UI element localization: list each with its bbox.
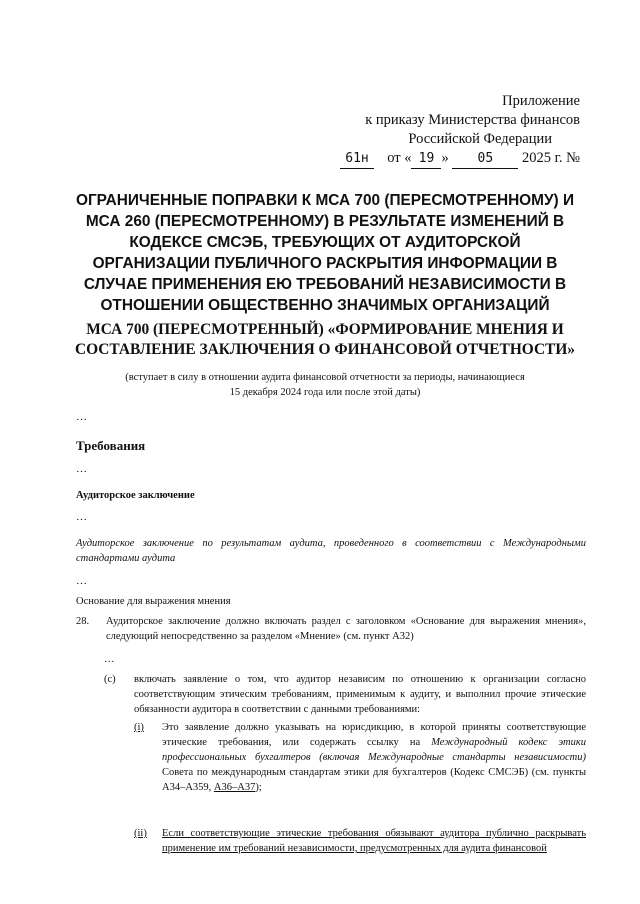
effective-date-note [100, 370, 550, 400]
subitem-i-text-b: Совета по международным стандартам этики для бухгалтеров (Кодекс СМСЭБ) (см. пункты А34–А359, [162, 767, 586, 793]
section-auditor-report: Аудиторское заключение [76, 490, 195, 501]
appendix-date-line [340, 149, 580, 169]
paragraph-28-text: Аудиторское заключение должно включать раздел с заголовком «Основание для выражения мнения», следующий непосредственно за разделом «Мнение» (см. пункт А32) [106, 616, 586, 642]
ellipsis-4: … [76, 575, 87, 587]
ellipsis-1: … [76, 411, 87, 423]
section-requirements: Требования [76, 438, 146, 453]
subitem-i-label: (i) [134, 722, 144, 733]
order-number: 61н [340, 149, 374, 169]
subitem-ii [134, 826, 586, 860]
effective-line-2: 15 декабря 2024 года или после этой даты) [229, 387, 421, 398]
date-day: 19 [411, 149, 441, 169]
item-c [76, 672, 586, 720]
effective-line-1: (вступает в силу в отношении аудита финансовой отчетности за периоды, начинающиеся [125, 372, 525, 383]
appendix-line-2: к приказу Министерства финансов [365, 112, 580, 128]
item-c-text: включать заявление о том, что аудитор независим по отношению к организации согласно соответствующим этическим требованиям, применимым к аудиту, и выполнил прочие этические обязанности аудитора в соответствии с данными требованиями: [134, 674, 586, 715]
paragraph-28-number: 28. [76, 616, 90, 627]
subitem-i-code-title: Международный кодекс этики профессиональных бухгалтеров (включая Международные стандарты независимости) [162, 737, 586, 763]
date-quote-close: » [441, 150, 449, 166]
subitem-i-text [162, 720, 586, 795]
date-month: 05 [452, 149, 518, 169]
ellipsis-2: … [76, 463, 87, 475]
subitem-i-reference-link[interactable]: А36–А37 [213, 782, 256, 793]
paragraph-28 [76, 614, 586, 646]
subitem-ii-label: (ii) [134, 828, 147, 839]
subitem-i-text-c: ); [255, 782, 262, 793]
subitem-i-text-a: Это заявление должно указывать на юрисдикцию, в которой приняты соответствующие этические требования, или содержать ссылку на [162, 722, 586, 748]
subitem-i [134, 720, 586, 800]
ellipsis-3: … [76, 511, 87, 523]
appendix-block [340, 92, 580, 169]
document-title: ОГРАНИЧЕННЫЕ ПОПРАВКИ К МСА 700 (ПЕРЕСМОТРЕННОМУ) И МСА 260 (ПЕРЕСМОТРЕННОМУ) В РЕЗУЛЬТАТЕ ИЗМЕНЕНИЙ В КОДЕКСЕ СМСЭБ, ТРЕБУЮЩИХ ОТ АУДИТОРСКОЙ ОРГАНИЗАЦИИ ПУБЛИЧНОГО РАСКРЫТИЯ ИНФОРМАЦИИ В СЛУЧАЕ ПРИМЕНЕНИЯ ЕЮ ТРЕБОВАНИЙ НЕЗАВИСИМОСТИ В ОТНОШЕНИИ ОБЩЕСТВЕННО ЗНАЧИМЫХ ОРГАНИЗАЦИЙ [75, 192, 575, 314]
subitem-ii-text: Если соответствующие этические требования обязывают аудитора публично раскрывать применение им требований независимости, предусмотренных для аудита финансовой [162, 828, 586, 854]
date-year: 2025 г. № [521, 150, 580, 166]
item-c-label: (с) [104, 674, 116, 685]
basis-heading: Основание для выражения мнения [76, 596, 231, 607]
appendix-line-1: Приложение [502, 93, 580, 109]
appendix-line-3: Российской Федерации [408, 131, 552, 147]
italic-heading: Аудиторское заключение по результатам аудита, проведенного в соответствии с Международными стандартами аудита [76, 538, 586, 564]
date-prefix: от « [387, 150, 412, 166]
standard-title: МСА 700 (ПЕРЕСМОТРЕННЫЙ) «ФОРМИРОВАНИЕ МНЕНИЯ И СОСТАВЛЕНИЕ ЗАКЛЮЧЕНИЯ О ФИНАНСОВОЙ ОТЧЕТНОСТИ» [75, 321, 575, 358]
ellipsis-5: … [104, 654, 115, 665]
